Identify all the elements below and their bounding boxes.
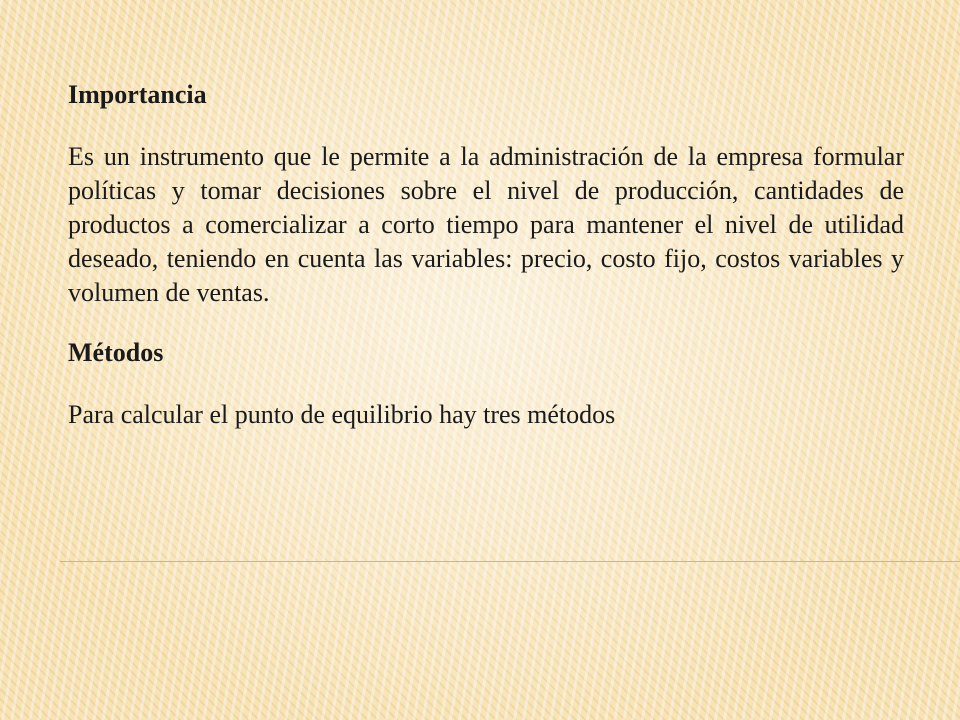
paragraph-metodos: Para calcular el punto de equilibrio hay tres métodos [68,400,616,429]
slide-content [68,78,904,432]
heading-importancia: Importancia [68,80,207,109]
heading-metodos: Métodos [68,338,164,367]
paragraph-importancia: Es un instrumento que le permite a la administración de la empresa formular políticas y tomar decisiones sobre el nivel de producción, cantidades de productos a comercializar a corto tiempo para mantener el nivel de utilidad deseado, teniendo en cuenta las variables: precio, costo fijo, costos variables y volumen de ventas. [68,142,904,307]
divider-line [60,561,960,562]
